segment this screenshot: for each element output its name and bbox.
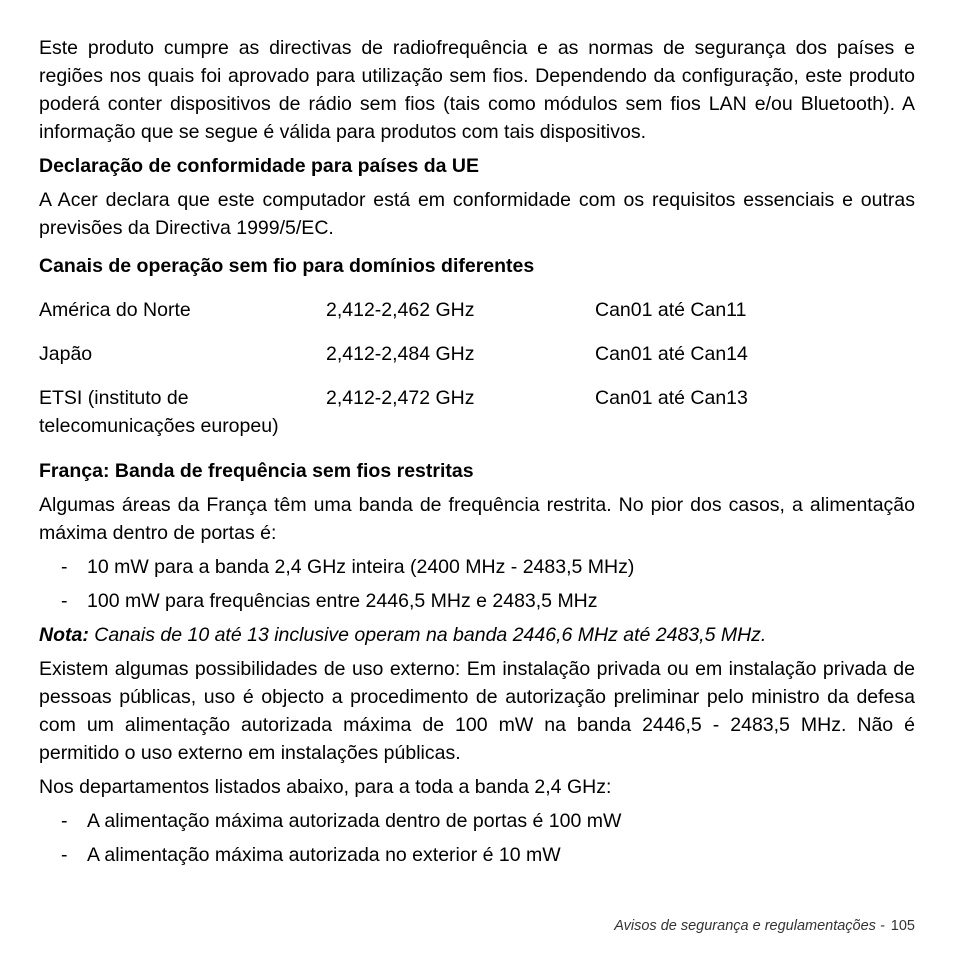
external-use-paragraph: Existem algumas possibilidades de uso externo: Em instalação privada ou em instalação privada de pessoas públicas, uso é objecto a procedimento de autorização preliminar pelo ministro da defesa com um alimentação autorizada máxima de 100 mW na banda 2446,5 - 2483,5 MHz. Não é permitido o uso externo em instalações públicas.: [39, 658, 915, 764]
dash-bullet: -: [61, 590, 68, 612]
note-paragraph: [39, 621, 915, 649]
list-item-text: A alimentação máxima autorizada dentro de portas é 100 mW: [87, 810, 622, 832]
page-footer: [614, 918, 915, 934]
eu-declaration-text: A Acer declara que este computador está em conformidade com os requisitos essenciais e outras previsões da Directiva 1999/5/EC.: [39, 189, 915, 239]
list-item-text: 100 mW para frequências entre 2446,5 MHz e 2483,5 MHz: [87, 590, 598, 612]
departments-power-list: [39, 807, 915, 869]
channels-table: [39, 296, 915, 440]
region-cell: Japão: [39, 343, 93, 365]
note-label: Nota:: [39, 624, 89, 646]
table-row: [39, 340, 915, 384]
list-item: [39, 587, 915, 615]
list-item: [39, 841, 915, 869]
france-power-list: [39, 553, 915, 615]
dash-bullet: -: [61, 810, 68, 832]
dash-bullet: -: [61, 556, 68, 578]
channel-cell: Can01 até Can13: [595, 387, 748, 409]
region-cell: ETSI (instituto de telecomunicações europeu): [39, 387, 279, 437]
eu-declaration-heading: Declaração de conformidade para países da UE: [39, 155, 480, 177]
page-number: 105: [890, 918, 915, 934]
footer-title: Avisos de segurança e regulamentações -: [614, 918, 885, 934]
dash-bullet: -: [61, 844, 68, 866]
intro-paragraph: Este produto cumpre as directivas de radiofrequência e as normas de segurança dos países e regiões nos quais foi aprovado para utilização sem fios. Dependendo da configuração, este produto poderá conter dispositivos de rádio sem fios (tais como módulos sem fios LAN e/ou Bluetooth). A informação que se segue é válida para produtos com tais dispositivos.: [39, 37, 915, 143]
list-item: [39, 807, 915, 835]
channel-cell: Can01 até Can11: [595, 299, 747, 321]
frequency-cell: 2,412-2,462 GHz: [326, 299, 475, 321]
france-intro: Algumas áreas da França têm uma banda de frequência restrita. No pior dos casos, a alimentação máxima dentro de portas é:: [39, 494, 915, 544]
list-item-text: A alimentação máxima autorizada no exterior é 10 mW: [87, 844, 561, 866]
note-text: Canais de 10 até 13 inclusive operam na banda 2446,6 MHz até 2483,5 MHz.: [88, 624, 767, 646]
list-item-text: 10 mW para a banda 2,4 GHz inteira (2400 MHz - 2483,5 MHz): [87, 556, 635, 578]
channels-heading: Canais de operação sem fio para domínios diferentes: [39, 255, 535, 277]
table-row: [39, 296, 915, 340]
table-row: [39, 384, 915, 440]
region-cell: América do Norte: [39, 299, 191, 321]
france-heading: França: Banda de frequência sem fios restritas: [39, 460, 474, 482]
departments-paragraph: Nos departamentos listados abaixo, para a toda a banda 2,4 GHz:: [39, 776, 612, 798]
document-page: [39, 34, 915, 875]
list-item: [39, 553, 915, 581]
channel-cell: Can01 até Can14: [595, 343, 748, 365]
frequency-cell: 2,412-2,484 GHz: [326, 343, 475, 365]
frequency-cell: 2,412-2,472 GHz: [326, 387, 475, 409]
